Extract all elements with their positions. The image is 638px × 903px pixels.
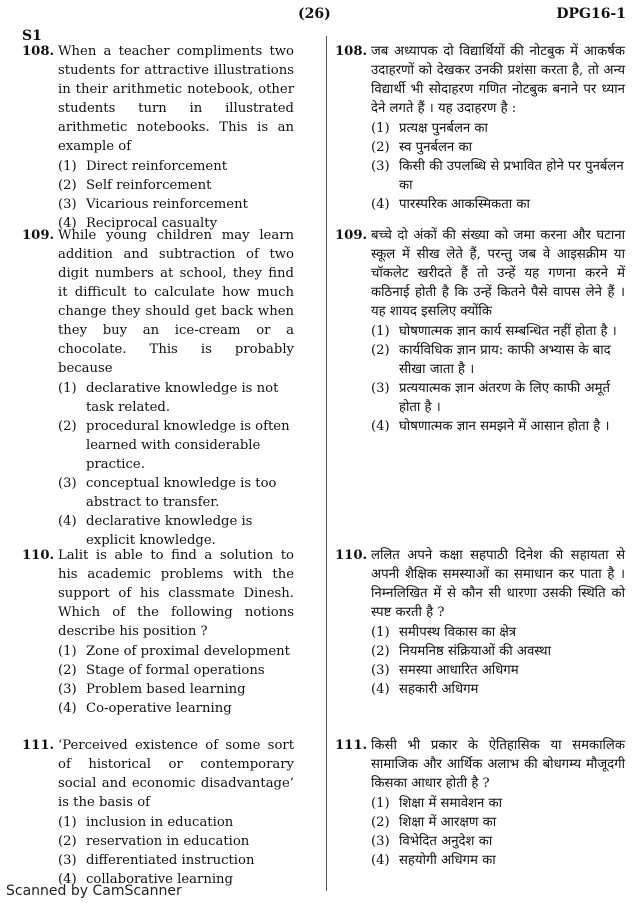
question-stem: When a teacher compliments two students for attractive illustrations in their arithmetic notebook, other students turn in illustrated arithmetic notebooks. This is an example of: [58, 44, 294, 154]
option-number: (2): [58, 834, 77, 849]
option-1: [58, 157, 294, 176]
option-text: स्व पुनर्बलन का: [399, 140, 472, 155]
option-text: प्रत्यक्ष पुनर्बलन का: [399, 121, 488, 136]
option-3: [58, 195, 294, 214]
option-1: [371, 119, 625, 138]
option-text: declarative knowledge is explicit knowledge.: [86, 514, 253, 548]
question-number: 110.: [335, 548, 368, 563]
option-text: conceptual knowledge is too abstract to transfer.: [86, 476, 277, 510]
option-text: शिक्षा में समावेशन का: [399, 796, 503, 811]
option-number: (2): [58, 419, 77, 434]
option-text: Co-operative learning: [86, 701, 232, 716]
column-divider: [326, 36, 327, 891]
option-number: (1): [58, 644, 77, 659]
option-number: (4): [58, 701, 77, 716]
option-number: (1): [371, 324, 390, 339]
question-stem: While young children may learn addition and subtraction of two digit numbers at school, they find it difficult to calculate how much change they should get back when they buy an ice-cream or a chocolate. This is probably because: [58, 228, 294, 376]
option-number: (3): [58, 682, 77, 697]
option-3: [58, 851, 294, 870]
option-number: (2): [371, 343, 390, 358]
option-text: घोषणात्मक ज्ञान समझने में आसान होता है ।: [399, 419, 610, 434]
option-1: [371, 794, 625, 813]
question-number: 109.: [335, 228, 368, 243]
page-number: (26): [298, 6, 331, 22]
option-text: Direct reinforcement: [86, 159, 228, 174]
option-number: (3): [58, 853, 77, 868]
option-number: (3): [58, 476, 77, 491]
option-number: (3): [371, 159, 390, 174]
option-text: प्रत्ययात्मक ज्ञान अंतरण के लिए काफी अमूर्त होता है ।: [399, 381, 611, 415]
options-list: [371, 322, 625, 436]
option-text: सहकारी अधिगम: [399, 682, 479, 697]
option-3: [371, 157, 625, 195]
options-list: [371, 623, 625, 699]
options-list: [371, 119, 625, 214]
options-list: [58, 157, 294, 233]
option-number: (3): [371, 381, 390, 396]
option-4: [58, 512, 294, 550]
question-109-hi: [335, 226, 625, 436]
question-number: 108.: [22, 44, 55, 59]
question-number: 111.: [335, 738, 368, 753]
option-number: (4): [371, 682, 390, 697]
option-number: (4): [371, 853, 390, 868]
options-list: [58, 642, 294, 718]
option-text: Vicarious reinforcement: [86, 197, 248, 212]
option-number: (1): [58, 815, 77, 830]
paper-code: DPG16-1: [556, 6, 626, 22]
option-text: शिक्षा में आरक्षण का: [399, 815, 497, 830]
option-2: [58, 176, 294, 195]
option-2: [371, 642, 625, 661]
option-3: [58, 474, 294, 512]
option-1: [371, 322, 625, 341]
option-number: (1): [371, 625, 390, 640]
option-4: [58, 699, 294, 718]
option-2: [58, 832, 294, 851]
option-number: (3): [371, 663, 390, 678]
option-number: (4): [371, 419, 390, 434]
option-3: [371, 661, 625, 680]
option-number: (2): [58, 663, 77, 678]
option-text: inclusion in education: [86, 815, 234, 830]
option-text: समीपस्थ विकास का क्षेत्र: [399, 625, 517, 640]
option-text: procedural knowledge is often learned with considerable practice.: [86, 419, 290, 472]
option-3: [371, 832, 625, 851]
option-number: (2): [371, 815, 390, 830]
option-1: [371, 623, 625, 642]
option-1: [58, 379, 294, 417]
option-4: [371, 851, 625, 870]
question-stem: Lalit is able to find a solution to his academic problems with the support of his classmate Dinesh. Which of the following notions describe his position ?: [58, 548, 294, 639]
option-number: (2): [371, 644, 390, 659]
option-2: [58, 417, 294, 474]
question-number: 110.: [22, 548, 55, 563]
option-text: Problem based learning: [86, 682, 246, 697]
option-text: Stage of formal operations: [86, 663, 265, 678]
question-number: 108.: [335, 44, 368, 59]
option-3: [58, 680, 294, 699]
option-number: (3): [371, 834, 390, 849]
option-text: Zone of proximal development: [86, 644, 290, 659]
option-text: किसी की उपलब्धि से प्रभावित होने पर पुनर्बलन का: [399, 159, 624, 193]
option-text: collaborative learning: [86, 872, 233, 887]
option-number: (2): [58, 178, 77, 193]
question-109-en: [22, 226, 294, 550]
option-number: (4): [58, 514, 77, 529]
option-text: Reciprocal casualty: [86, 216, 218, 231]
question-stem: बच्चे दो अंकों की संख्या को जमा करना और घटाना स्कूल में सीख लेते हैं, परन्तु जब वे आइसक्रीम या चॉकलेट खरीदते हैं तो उन्हें यह गणना करने में कठिनाई होती है कि उन्हें कितने पैसे वापस लेने हैं । यह शायद इसलिए क्योंकि: [371, 228, 625, 319]
option-2: [371, 341, 625, 379]
option-4: [371, 680, 625, 699]
option-text: विभेदित अनुदेश का: [399, 834, 493, 849]
section-label: S1: [22, 28, 42, 44]
question-stem: जब अध्यापक दो विद्यार्थियों की नोटबुक में आकर्षक उदाहरणों को देखकर उनकी प्रशंसा करता है, तो अन्य विद्यार्थी भी सोदाहरण गणित नोटबुक बनाने पर ध्यान देने लगते हैं । यह उदाहरण है :: [371, 44, 625, 116]
question-108-en: [22, 42, 294, 233]
option-text: declarative knowledge is not task related.: [86, 381, 279, 415]
options-list: [58, 379, 294, 550]
option-text: नियमनिष्ठ संक्रियाओं की अवस्था: [399, 644, 552, 659]
option-4: [371, 417, 625, 436]
option-2: [58, 661, 294, 680]
option-text: reservation in education: [86, 834, 250, 849]
option-1: [58, 813, 294, 832]
question-stem: किसी भी प्रकार के ऐतिहासिक या समकालिक सामाजिक और आर्थिक अलाभ की बोधगम्य मौजूदगी किसका आधार होती है ?: [371, 738, 625, 791]
question-number: 111.: [22, 738, 55, 753]
option-2: [371, 138, 625, 157]
option-text: कार्यविधिक ज्ञान प्राय: काफी अभ्यास के बाद सीखा जाता है ।: [399, 343, 611, 377]
option-number: (1): [371, 121, 390, 136]
option-number: (3): [58, 197, 77, 212]
option-number: (4): [58, 216, 77, 231]
options-list: [371, 794, 625, 870]
option-4: [371, 195, 625, 214]
scanner-watermark: Scanned by CamScanner: [6, 883, 182, 899]
option-number: (2): [371, 140, 390, 155]
question-111-hi: [335, 736, 625, 870]
option-text: differentiated instruction: [86, 853, 255, 868]
option-number: (1): [58, 381, 77, 396]
options-list: [58, 813, 294, 889]
question-stem: ‘Perceived existence of some sort of historical or contemporary social and economic disadvantage’ is the basis of: [58, 738, 294, 810]
question-stem: ललित अपने कक्षा सहपाठी दिनेश की सहायता से अपनी शैक्षिक समस्याओं का समाधान कर पाता है । निम्नलिखित में से कौन सी धारणा उसकी स्थिति को स्पष्ट करती है ?: [371, 548, 625, 620]
option-number: (4): [371, 197, 390, 212]
question-110-hi: [335, 546, 625, 699]
option-2: [371, 813, 625, 832]
option-number: (4): [58, 872, 77, 887]
option-text: घोषणात्मक ज्ञान कार्य सम्बन्धित नहीं होता है ।: [399, 324, 617, 339]
option-number: (1): [58, 159, 77, 174]
option-number: (1): [371, 796, 390, 811]
question-110-en: [22, 546, 294, 718]
option-1: [58, 642, 294, 661]
option-text: समस्या आधारित अधिगम: [399, 663, 519, 678]
option-text: सहयोगी अधिगम का: [399, 853, 496, 868]
question-108-hi: [335, 42, 625, 214]
option-text: पारस्परिक आकस्मिकता का: [399, 197, 530, 212]
question-111-en: [22, 736, 294, 889]
option-3: [371, 379, 625, 417]
option-text: Self reinforcement: [86, 178, 212, 193]
question-number: 109.: [22, 228, 55, 243]
